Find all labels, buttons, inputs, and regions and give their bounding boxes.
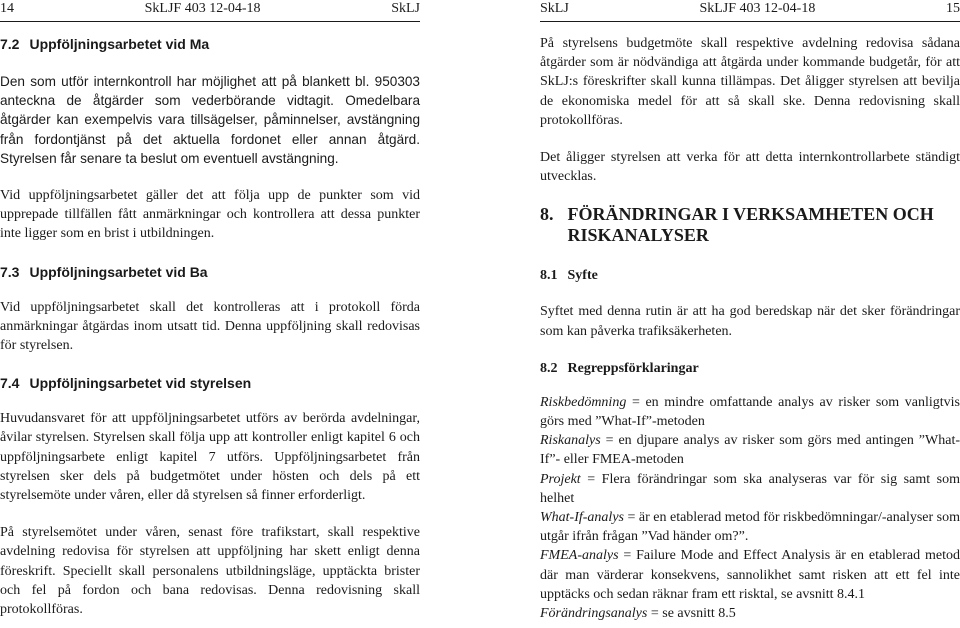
definition-term: Riskbedömning bbox=[540, 394, 627, 410]
right-page bbox=[540, 0, 960, 628]
definition-term: Riskanalys bbox=[540, 433, 601, 449]
section-title: Uppföljningsarbetet vid Ma bbox=[29, 36, 210, 52]
paragraph: Den som utför internkontroll har möjlighet att på blankett bl. 950303 anteckna de åtgärder som vederbörande vidtagit. Omedelbara åtgärder kan exempelvis vara tillsägelser, påminnelser, avstängning från fordontjänst på det aktuella fordonet eller annan åtgärd. Styrelsen får senare ta beslut om eventuell avstängning. bbox=[0, 74, 420, 166]
page-number: 15 bbox=[945, 1, 960, 16]
left-page bbox=[0, 0, 420, 628]
definition-item bbox=[540, 470, 960, 508]
definition-item bbox=[540, 393, 960, 431]
section-heading-7-4 bbox=[0, 373, 420, 393]
definition-item bbox=[540, 431, 960, 469]
left-page-content bbox=[0, 34, 420, 619]
header-rule bbox=[0, 21, 420, 22]
section-title: Regreppsförklaringar bbox=[567, 360, 699, 376]
definition-text: = se avsnitt 8.5 bbox=[647, 606, 736, 622]
definition-text: = Flera förändringar som ska analyseras var för sig samt som helhet bbox=[540, 471, 960, 506]
chapter-title: FÖRÄNDRINGAR I VERKSAMHETEN OCH RISKANALYSER bbox=[567, 204, 934, 246]
section-heading-8-1 bbox=[540, 266, 960, 286]
definition-item bbox=[540, 508, 960, 546]
right-page-header bbox=[540, 0, 960, 24]
section-title: Uppföljningsarbetet vid Ba bbox=[29, 263, 208, 280]
paragraph: Vid uppföljningsarbetet skall det kontrolleras att i protokoll förda anmärkningar åtgärdas inom utsatt tid. Denna uppföljning skall redovisas för styrelsen. bbox=[0, 299, 420, 354]
definition-term: What-If-analys bbox=[540, 510, 624, 526]
section-number: 8.2 bbox=[540, 360, 558, 376]
definition-list bbox=[540, 393, 960, 623]
right-page-content bbox=[540, 34, 960, 623]
section-number: 7.2 bbox=[0, 36, 20, 52]
section-heading-7-3 bbox=[0, 262, 420, 282]
document-reference: SkLJF 403 12-04-18 bbox=[699, 1, 816, 16]
chapter-heading-8 bbox=[540, 204, 960, 246]
section-number: 7.3 bbox=[0, 263, 20, 280]
organization-name: SkLJ bbox=[391, 1, 420, 16]
paragraph: Syftet med denna rutin är att ha god beredskap när det sker förändringar som kan påverka trafiksäkerheten. bbox=[540, 304, 960, 339]
section-heading-8-2 bbox=[540, 359, 960, 379]
paragraph: På styrelsens budgetmöte skall respektive avdelning redovisa sådana åtgärder som är nödvändiga att åtgärda under kommande budgetår, för att SkLJ:s föreskrifter skall kunna tillämpas. Det åligger styrelsen att bevilja de ekonomiska medel för att så skall ske. Denna redovisning skall protokollföras. bbox=[540, 36, 960, 128]
definition-term: FMEA-analys bbox=[540, 548, 619, 564]
paragraph: Vid uppföljningsarbetet gäller det att följa upp de punkter som vid upprepade tillfällen fått anmärkningar och kontrollera att dessa punkter inte ligger som en brist i utbildningen. bbox=[0, 188, 420, 242]
section-heading-7-2 bbox=[0, 34, 420, 54]
definition-text: = Failure Mode and Effect Analysis är en etablerad metod där man värderar konsekvens, sannolikhet samt risken att ett fel inte upptäcks och sedan räknar fram ett risktal, se avsnitt 8.4.1 bbox=[540, 548, 960, 602]
paragraph: Det åligger styrelsen att verka för att detta internkontrollarbete ständigt utvecklas. bbox=[540, 150, 960, 185]
header-rule bbox=[540, 21, 960, 22]
section-number: 7.4 bbox=[0, 375, 20, 392]
definition-text: = en mindre omfattande analys av risker som vanligtvis görs med ”What-If”-metoden bbox=[540, 394, 960, 430]
document-reference: SkLJF 403 12-04-18 bbox=[144, 1, 261, 16]
definition-item bbox=[540, 604, 960, 623]
paragraph: På styrelsemötet under våren, senast före trafikstart, skall respektive avdelning redovisa för styrelsen att uppföljning har skett enligt denna föreskrift. Speciellt skall personalens utbildningsläge, upptäckta brister och fel på fordon och bana redovisas. Denna redovisning skall protokollföras. bbox=[0, 525, 420, 618]
definition-text: = är en etablerad metod för riskbedömningar/-analyser som utgår ifrån frågan ”Vad händer om?”. bbox=[540, 510, 960, 545]
section-title: Uppföljningsarbetet vid styrelsen bbox=[29, 375, 252, 392]
left-page-header bbox=[0, 0, 420, 24]
organization-name: SkLJ bbox=[540, 1, 569, 16]
definition-text: = en djupare analys av risker som görs med antingen ”What-If”- eller FMEA-metoden bbox=[540, 433, 960, 468]
definition-item bbox=[540, 546, 960, 604]
definition-term: Projekt bbox=[540, 471, 581, 487]
chapter-number: 8. bbox=[540, 204, 554, 225]
section-title: Syfte bbox=[567, 268, 598, 284]
page-number: 14 bbox=[0, 1, 14, 16]
section-number: 8.1 bbox=[540, 268, 558, 284]
paragraph: Huvudansvaret för att uppföljningsarbetet utförs av berörda avdelningar, åvilar styrelsen. Styrelsen skall följa upp att kontroller enligt kapitel 6 och uppföljningsarbete enligt kapitel 7 utförs. Uppföljningsarbetet från styrelsen sker dels på budgetmötet under hösten och dels på ett styrelsemöte under våren, eller då styrelsen så finner erforderligt. bbox=[0, 411, 420, 504]
definition-term: Förändringsanalys bbox=[540, 606, 648, 622]
